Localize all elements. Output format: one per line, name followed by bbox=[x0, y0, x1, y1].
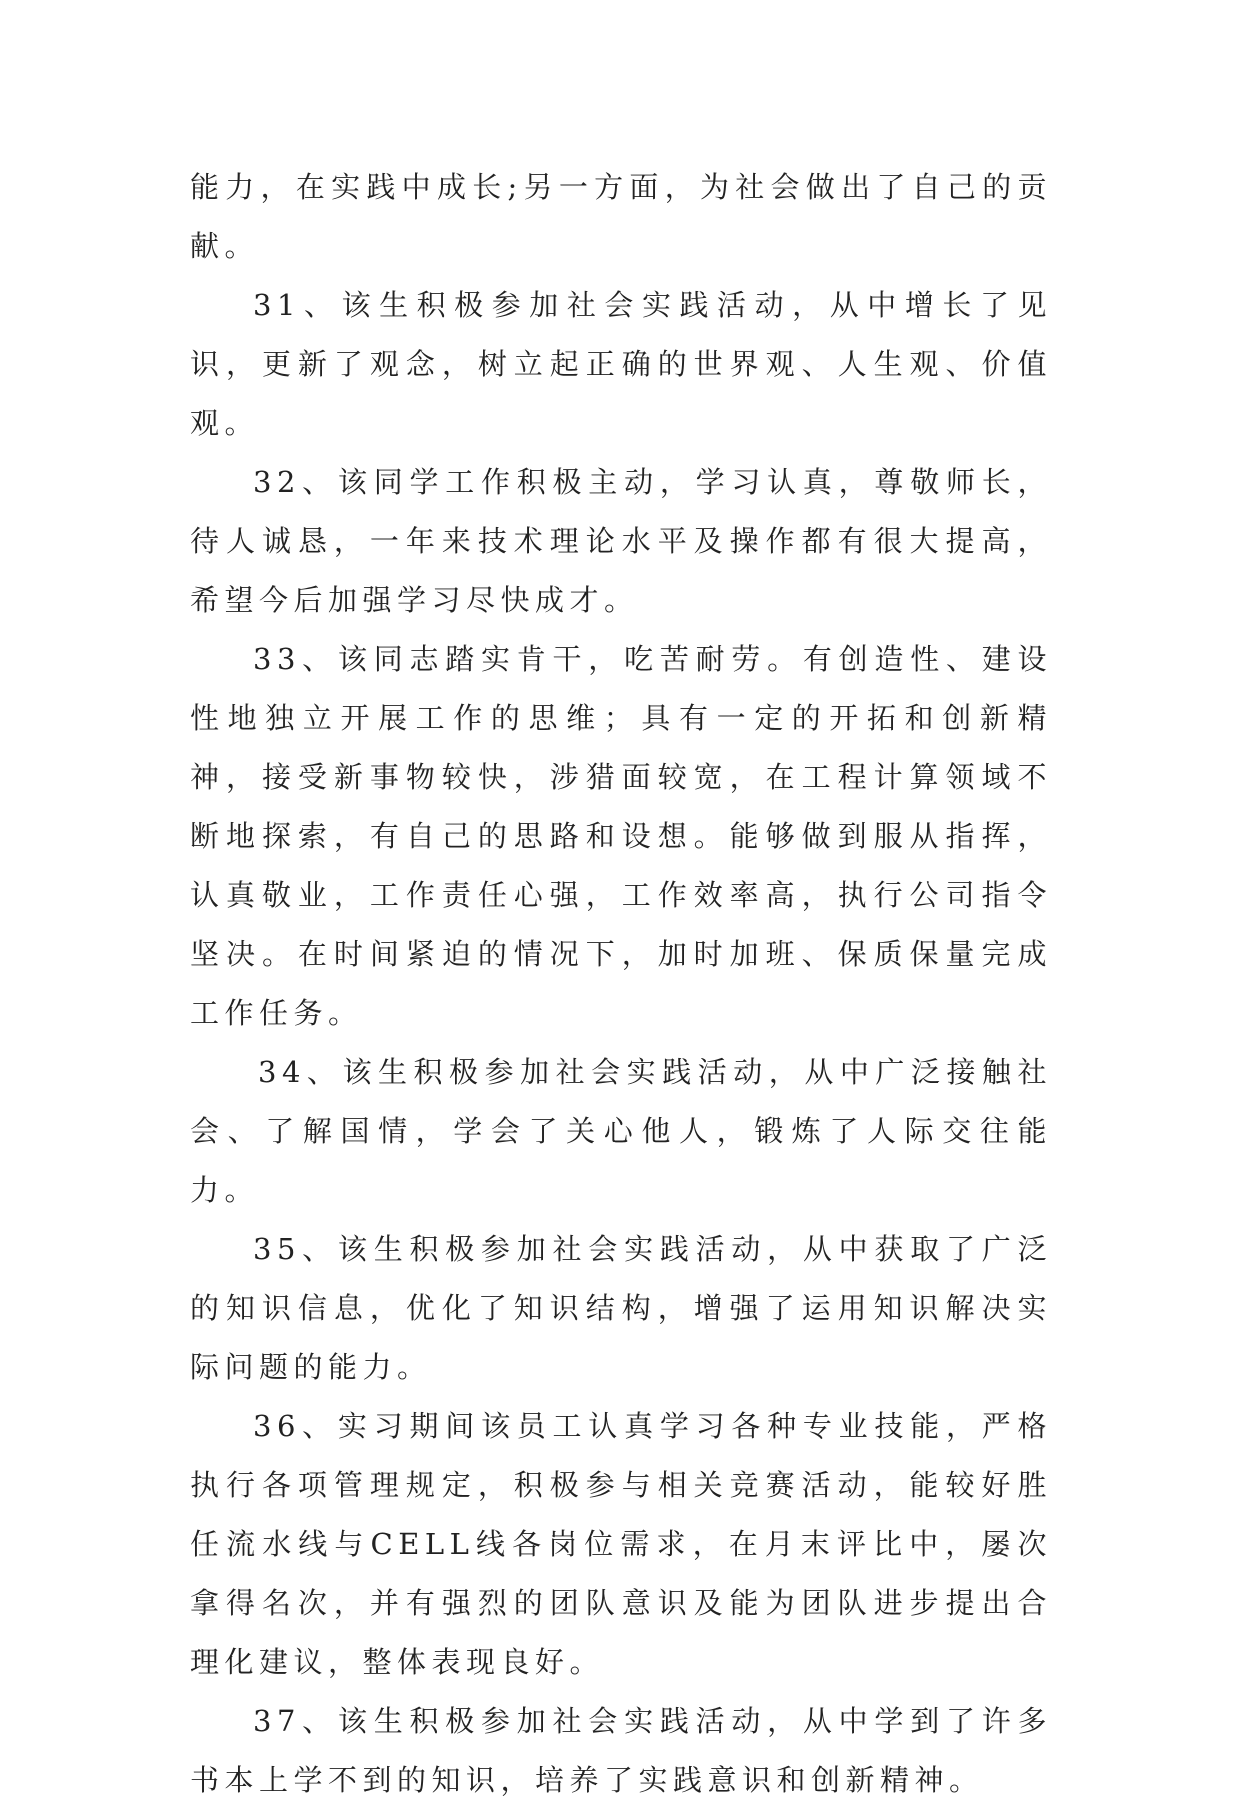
paragraph-32: 32、该同学工作积极主动，学习认真，尊敬师长，待人诚恳，一年来技术理论水平及操作都有很大提高，希望今后加强学习尽快成才。 bbox=[190, 465, 1052, 617]
paragraph-35: 35、该生积极参加社会实践活动，从中获取了广泛的知识信息，优化了知识结构，增强了运用知识解决实际问题的能力。 bbox=[190, 1232, 1052, 1384]
document-body bbox=[190, 158, 1052, 1810]
paragraph-continuation: 能力，在实践中成长;另一方面，为社会做出了自己的贡献。 bbox=[190, 170, 1052, 263]
paragraph-31: 31、该生积极参加社会实践活动，从中增长了见识，更新了观念，树立起正确的世界观、人生观、价值观。 bbox=[190, 288, 1052, 440]
paragraph-37: 37、该生积极参加社会实践活动，从中学到了许多书本上学不到的知识，培养了实践意识和创新精神。 bbox=[190, 1704, 1052, 1797]
paragraph-33: 33、该同志踏实肯干，吃苦耐劳。有创造性、建设性地独立开展工作的思维；具有一定的开拓和创新精神，接受新事物较快，涉猎面较宽，在工程计算领域不断地探索，有自己的思路和设想。能够做到服从指挥，认真敬业，工作责任心强，工作效率高，执行公司指令坚决。在时间紧迫的情况下，加时加班、保质保量完成工作任务。 bbox=[190, 642, 1052, 1030]
paragraph-36: 36、实习期间该员工认真学习各种专业技能，严格执行各项管理规定，积极参与相关竞赛活动，能较好胜任流水线与CELL线各岗位需求，在月末评比中，屡次拿得名次，并有强烈的团队意识及能为团队进步提出合理化建议，整体表现良好。 bbox=[190, 1409, 1052, 1679]
paragraph-34: 34、该生积极参加社会实践活动，从中广泛接触社会、了解国情，学会了关心他人，锻炼了人际交往能力。 bbox=[190, 1055, 1052, 1207]
